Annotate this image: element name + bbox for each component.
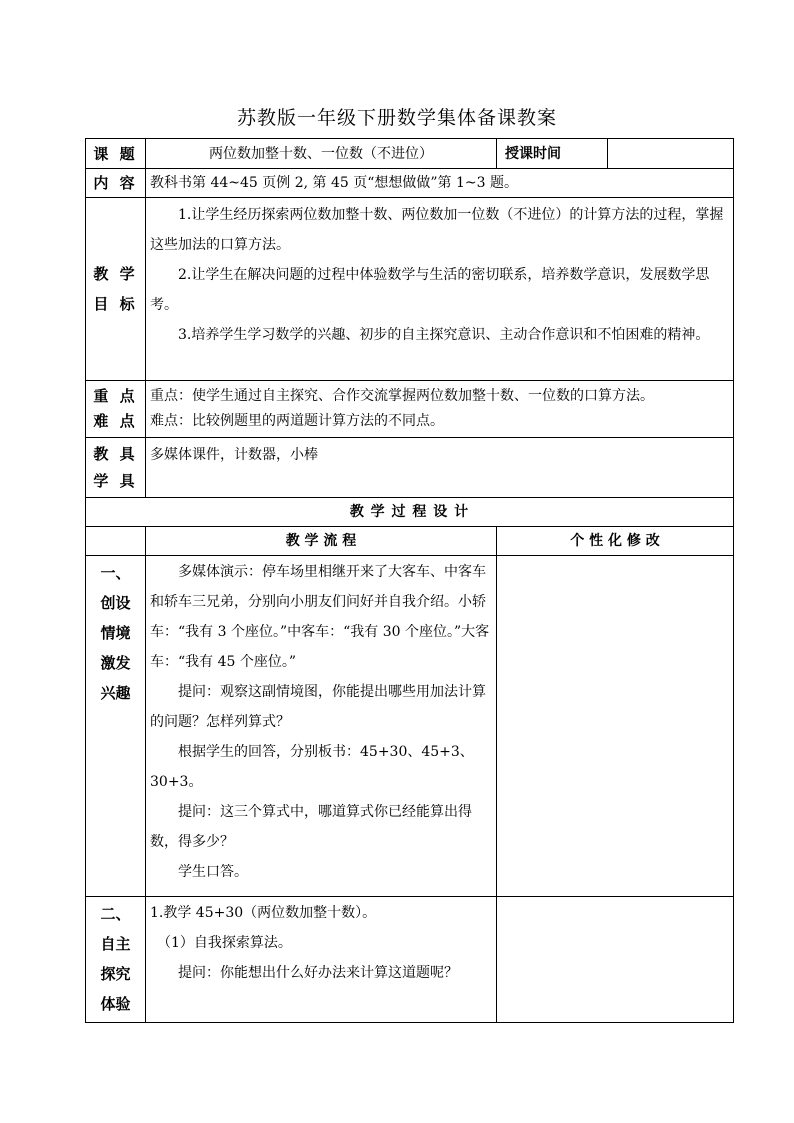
tools-value: 多媒体课件，计数器，小棒 <box>146 438 734 498</box>
goals-content <box>146 198 734 381</box>
section-1-label <box>86 556 146 897</box>
section-1-label-part: 创设 <box>100 594 131 612</box>
keypoints-label-line1: 重 点 <box>93 387 138 405</box>
section-1-paragraph: 提问：这三个算式中，哪道算式你已经能算出得数，得多少？ <box>150 804 472 850</box>
row-keypoints <box>86 381 734 438</box>
difficult-point: 难点：比较例题里的两道题计算方法的不同点。 <box>150 413 444 429</box>
row-tools <box>86 438 734 498</box>
key-point: 重点：使学生通过自主探究、合作交流掌握两位数加整十数、一位数的口算方法。 <box>150 388 654 404</box>
section-1-content <box>146 556 497 897</box>
section-2-line: 提问：你能想出什么好办法来计算这道题呢？ <box>178 965 458 981</box>
header-blank-cell <box>86 527 146 556</box>
goals-label <box>86 198 146 381</box>
tools-label-line2: 学 具 <box>93 471 138 490</box>
row-process-header <box>86 498 734 527</box>
flow-header: 教 学 流 程 <box>146 527 497 556</box>
goals-label-line2: 目 标 <box>93 295 138 313</box>
goal-item: 2.让学生在解决问题的过程中体验数学与生活的密切联系，培养数学意识，发展数学思考。 <box>150 267 710 313</box>
tools-label-line1: 教 具 <box>93 444 138 463</box>
section-1-paragraph: 学生口答。 <box>178 864 248 880</box>
content-value: 教科书第 44~45 页例 2, 第 45 页“想想做做”第 1~3 题。 <box>146 169 734 198</box>
section-1-paragraph: 多媒体演示：停车场里相继开来了大客车、中客车和轿车三兄弟，分别向小朋友们问好并自我介绍。小轿车：“我有 3 个座位。”中客车：“我有 30 个座位。”大客车：“我有 45 个座位。” <box>150 564 490 670</box>
section-2-content <box>146 897 497 1023</box>
section-2-personal <box>497 897 734 1023</box>
row-content <box>86 169 734 198</box>
tools-label <box>86 438 146 498</box>
section-2-line: 1.教学 45+30（两位数加整十数）。 <box>150 905 377 921</box>
section-2-label-part: 自主 <box>100 935 131 953</box>
section-1-label-part: 一、 <box>100 564 131 582</box>
section-1-label-part: 激发 <box>100 654 131 672</box>
lesson-plan-table <box>85 138 734 1023</box>
keypoints-content <box>146 381 734 438</box>
time-label: 授课时间 <box>497 139 608 169</box>
row-column-headers <box>86 527 734 556</box>
row-goals <box>86 198 734 381</box>
goals-label-line1: 教 学 <box>93 265 138 283</box>
section-1-paragraph: 提问：观察这副情境图，你能提出哪些用加法计算的问题？怎样列算式？ <box>150 684 486 730</box>
section-2-label-part: 探究 <box>100 965 131 983</box>
section-1-label-part: 情境 <box>100 624 131 642</box>
row-section-2 <box>86 897 734 1023</box>
section-2-label <box>86 897 146 1023</box>
keypoints-label <box>86 381 146 438</box>
section-1-label-part: 兴趣 <box>100 684 131 702</box>
time-value <box>608 139 734 169</box>
content-label: 内 容 <box>86 169 146 198</box>
row-topic <box>86 139 734 169</box>
section-2-line: （1）自我探索算法。 <box>157 935 292 951</box>
topic-label: 课 题 <box>86 139 146 169</box>
section-2-label-part: 二、 <box>100 905 131 923</box>
process-header: 教 学 过 程 设 计 <box>86 498 734 527</box>
goal-item: 1.让学生经历探索两位数加整十数、两位数加一位数（不进位）的计算方法的过程，掌握这些加法的口算方法。 <box>150 207 724 253</box>
document-title: 苏教版一年级下册数学集体备课教案 <box>236 107 557 129</box>
section-2-label-part: 体验 <box>100 995 131 1013</box>
section-1-paragraph: 根据学生的回答，分别板书：45+30、45+3、30+3。 <box>150 744 474 790</box>
section-1-personal <box>497 556 734 897</box>
goal-item: 3.培养学生学习数学的兴趣、初步的自主探究意识、主动合作意识和不怕困难的精神。 <box>178 327 710 343</box>
row-section-1 <box>86 556 734 897</box>
personal-header: 个 性 化 修 改 <box>497 527 734 556</box>
topic-value: 两位数加整十数、一位数（不进位） <box>146 139 497 169</box>
keypoints-label-line2: 难 点 <box>93 412 138 430</box>
